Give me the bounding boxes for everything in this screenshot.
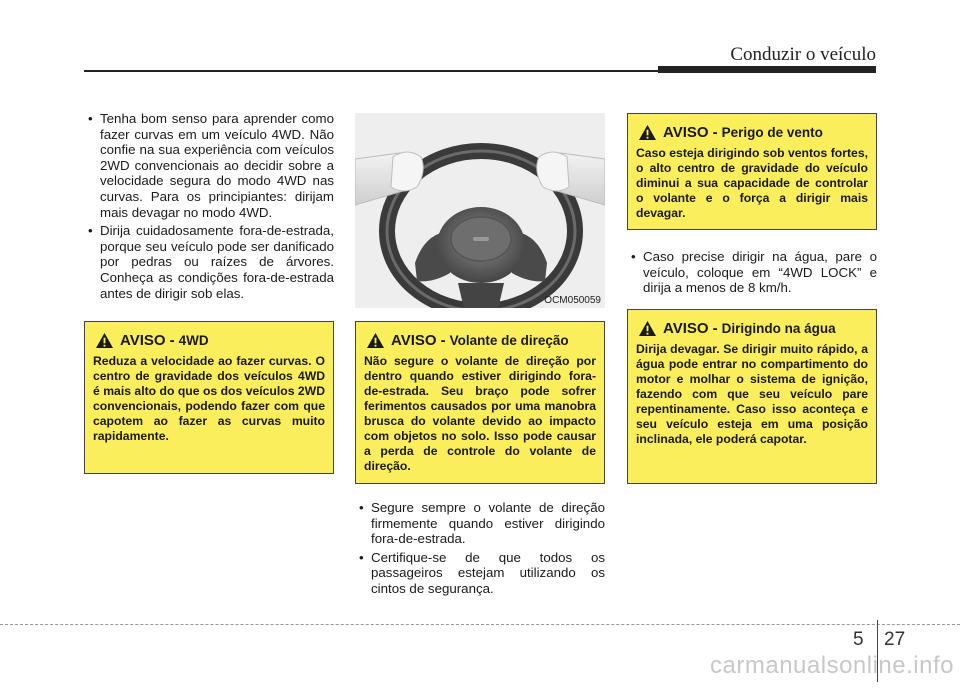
warning-title [638, 320, 868, 337]
warning-triangle-icon [638, 124, 657, 141]
bullet-item: • Dirija cuidadosamente fora-de-estrada, porque seu veículo pode ser danificado por pedras ou raízes de árvores. Conheça as condições fora-de-estrada antes de dirigir sob elas. [84, 223, 334, 301]
chapter-number: 5 [853, 629, 864, 650]
middle-column [355, 500, 605, 600]
warning-separator: - [440, 332, 446, 349]
warning-word: AVISO [663, 124, 709, 141]
warning-title [95, 332, 325, 349]
warning-box-wind [627, 113, 877, 230]
warning-body: Dirija devagar. Se dirigir muito rápido, a água pode entrar no compartimento do motor e molhar o sistema de ignição, fazendo com que seu veículo pare repentinamente. Caso isso aconteça e seu veículo esteja em uma posição inclinada, ele poderá capotar. [636, 342, 868, 446]
footer-dashed-line [0, 624, 960, 625]
watermark: carmanualsonline.info [710, 652, 954, 679]
warning-topic: 4WD [178, 333, 209, 348]
warning-topic: Perigo de vento [721, 125, 823, 140]
warning-box-steering-wheel [355, 321, 605, 484]
warning-box-4wd [84, 321, 334, 474]
warning-word: AVISO [391, 332, 437, 349]
warning-title [638, 124, 868, 141]
warning-word: AVISO [120, 332, 166, 349]
warning-word: AVISO [663, 320, 709, 337]
bullet-item: • Tenha bom senso para aprender como fazer curvas em um veículo 4WD. Não confie na sua experiência com veículos 2WD convencionais ao decidir sobre a velocidade segura do modo 4WD nas curvas. Para os principiantes: dirijam mais devagar no modo 4WD. [84, 111, 334, 220]
warning-separator: - [712, 124, 718, 141]
header-rule-accent [658, 66, 876, 73]
figure-code: OCM050059 [544, 295, 601, 306]
page-number: 27 [884, 629, 906, 650]
warning-separator: - [169, 332, 175, 349]
warning-triangle-icon [95, 332, 114, 349]
bullet-item: • Segure sempre o volante de direção firmemente quando estiver dirigindo fora-de-estrada. [355, 500, 605, 547]
steering-wheel-illustration [355, 113, 605, 308]
page-header-title: Conduzir o veículo [730, 44, 876, 65]
warning-triangle-icon [366, 332, 385, 349]
bullet-item: • Caso precise dirigir na água, pare o veículo, coloque em “4WD LOCK” e dirija a menos de 8 km/h. [627, 249, 877, 296]
warning-box-water [627, 309, 877, 484]
warning-separator: - [712, 320, 718, 337]
warning-triangle-icon [638, 320, 657, 337]
warning-topic: Dirigindo na água [721, 321, 836, 336]
warning-body: Caso esteja dirigindo sob ventos fortes, o alto centro de gravidade do veículo diminui a sua capacidade de controlar o volante e o força a dirigir mais devagar. [636, 146, 868, 220]
steering-wheel-figure [355, 113, 605, 308]
warning-title [366, 332, 596, 349]
left-column [84, 111, 334, 304]
bullet-item: • Certifique-se de que todos os passageiros estejam utilizando os cintos de segurança. [355, 550, 605, 597]
warning-body: Não segure o volante de direção por dentro quando estiver dirigindo fora-de-estrada. Seu braço pode sofrer ferimentos causados por uma manobra brusca do volante devido ao impacto com objetos no solo. Isso pode causar a perda de controle do volante de direção. [364, 354, 596, 473]
warning-body: Reduza a velocidade ao fazer curvas. O centro de gravidade dos veículos 4WD é mais alto do que os dos veículos 2WD convencionais, podendo fazer com que capotem ao fazer as curvas muito rapidamente. [93, 354, 325, 443]
right-column [627, 249, 877, 299]
warning-topic: Volante de direção [449, 333, 569, 348]
